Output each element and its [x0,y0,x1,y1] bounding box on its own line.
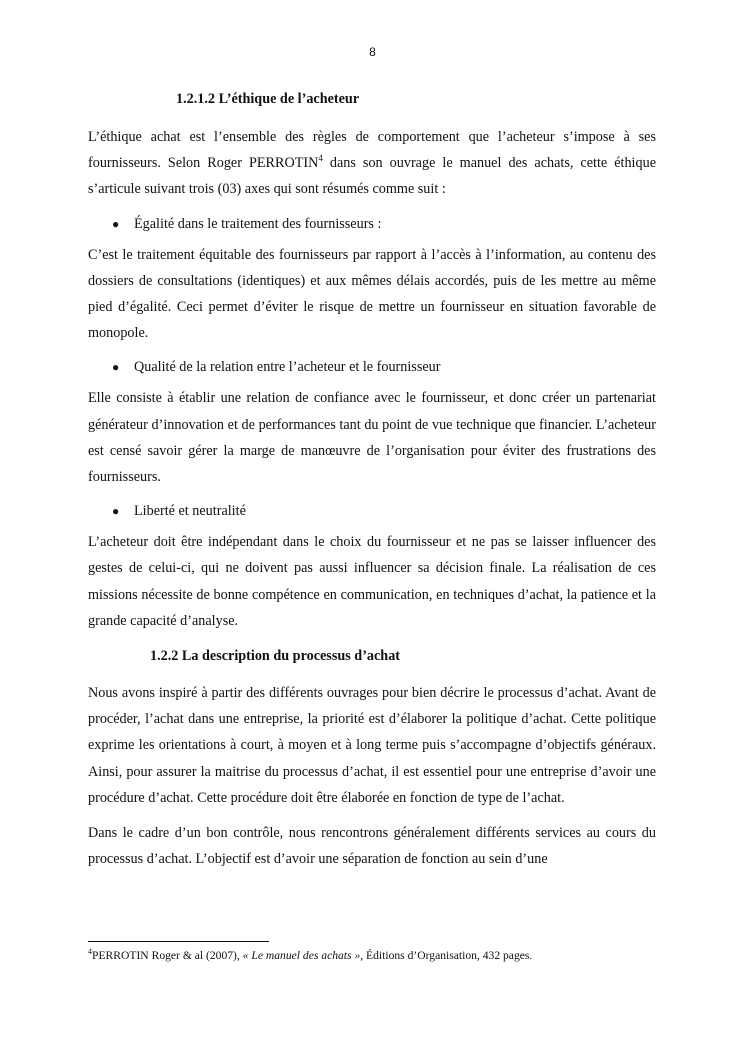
intro-text-part2: dans son ouvrage le manuel des achats, cette éthique s’articule suivant trois (03) axes qui sont résumés comme suit : [88,155,656,198]
bullet-paragraph: L’acheteur doit être indépendant dans le choix du fournisseur et ne pas se laisser influencer des gestes de celui-ci, qui ne doivent pas aussi influencer sa décision finale. La réalisation de ces missions nécessite de bonne compétence en communication, en techniques d’achat, la patience et la grande capacité d’analyse. [88,534,656,629]
bullet-paragraph: C’est le traitement équitable des fournisseurs par rapport à l’accès à l’information, au contenu des dossiers de consultations (identiques) et aux mêmes délais accordés, puis de les mettre au même pied d’égalité. Ceci permet d’éviter le risque de mettre un fournisseur en situation favorable de monopole. [88,246,656,342]
intro-text-part1: L’éthique achat est l’ensemble des règles de comportement que l’acheteur s’impose à ses fournisseurs. Selon Roger PERROTIN [88,129,656,172]
bullet-dot-icon: ● [112,504,120,519]
footnote-reference[interactable]: 4 [318,153,323,164]
bullet-item [88,355,656,379]
section-heading-1-2-1-2: 1.2.1.2 L’éthique de l’acheteur [176,91,360,107]
section-heading-1-2-2: 1.2.2 La description du processus d’achat [150,648,401,665]
bullet-dot-icon: ● [112,216,120,231]
footnote-separator [88,941,269,942]
bullet-paragraph: Elle consiste à établir une relation de confiance avec le fournisseur, et donc créer un partenariat générateur d’innovation et de performances tant du point de vue technique que financier. L’acheteur est censé savoir gérer la marge de manœuvre de l’organisation pour éviter des frustrations des fournisseurs. [88,390,656,486]
footnote-author: PERROTIN Roger & al (2007), [92,949,243,962]
page-content [88,86,656,881]
bullet-item [88,212,656,236]
intro-paragraph [88,124,656,203]
footnote [88,947,688,965]
bullet-dot-icon: ● [112,360,120,375]
bullet-item [88,499,656,523]
bullet-label: Qualité de la relation entre l’acheteur et le fournisseur [134,359,441,376]
page-number: 8 [369,45,376,59]
body-paragraph: Dans le cadre d’un bon contrôle, nous rencontrons généralement différents services au cours du processus d’achat. L’objectif est d’avoir une séparation de fonction au sein d’une [88,825,656,868]
bullet-label: Égalité dans le traitement des fournisseurs : [134,215,382,232]
footnote-marker: 4 [88,947,92,956]
bullet-label: Liberté et neutralité [134,503,246,520]
body-paragraph: Nous avons inspiré à partir des différents ouvrages pour bien décrire le processus d’achat. Avant de procéder, l’achat dans une entreprise, la priorité est d’élaborer la politique d’achat. Cette politique exprime les orientations à court, à moyen et à long terme puis s’accompagne d’objectifs généraux. Ainsi, pour assurer la maitrise du processus d’achat, il est essentiel pour une entreprise d’avoir une procédure d’achat. Cette procédure doit être élaborée en fonction de type de l’achat. [88,685,656,806]
footnote-rest: , Éditions d’Organisation, 432 pages. [360,949,533,962]
footnote-title: « Le manuel des achats » [242,949,361,962]
